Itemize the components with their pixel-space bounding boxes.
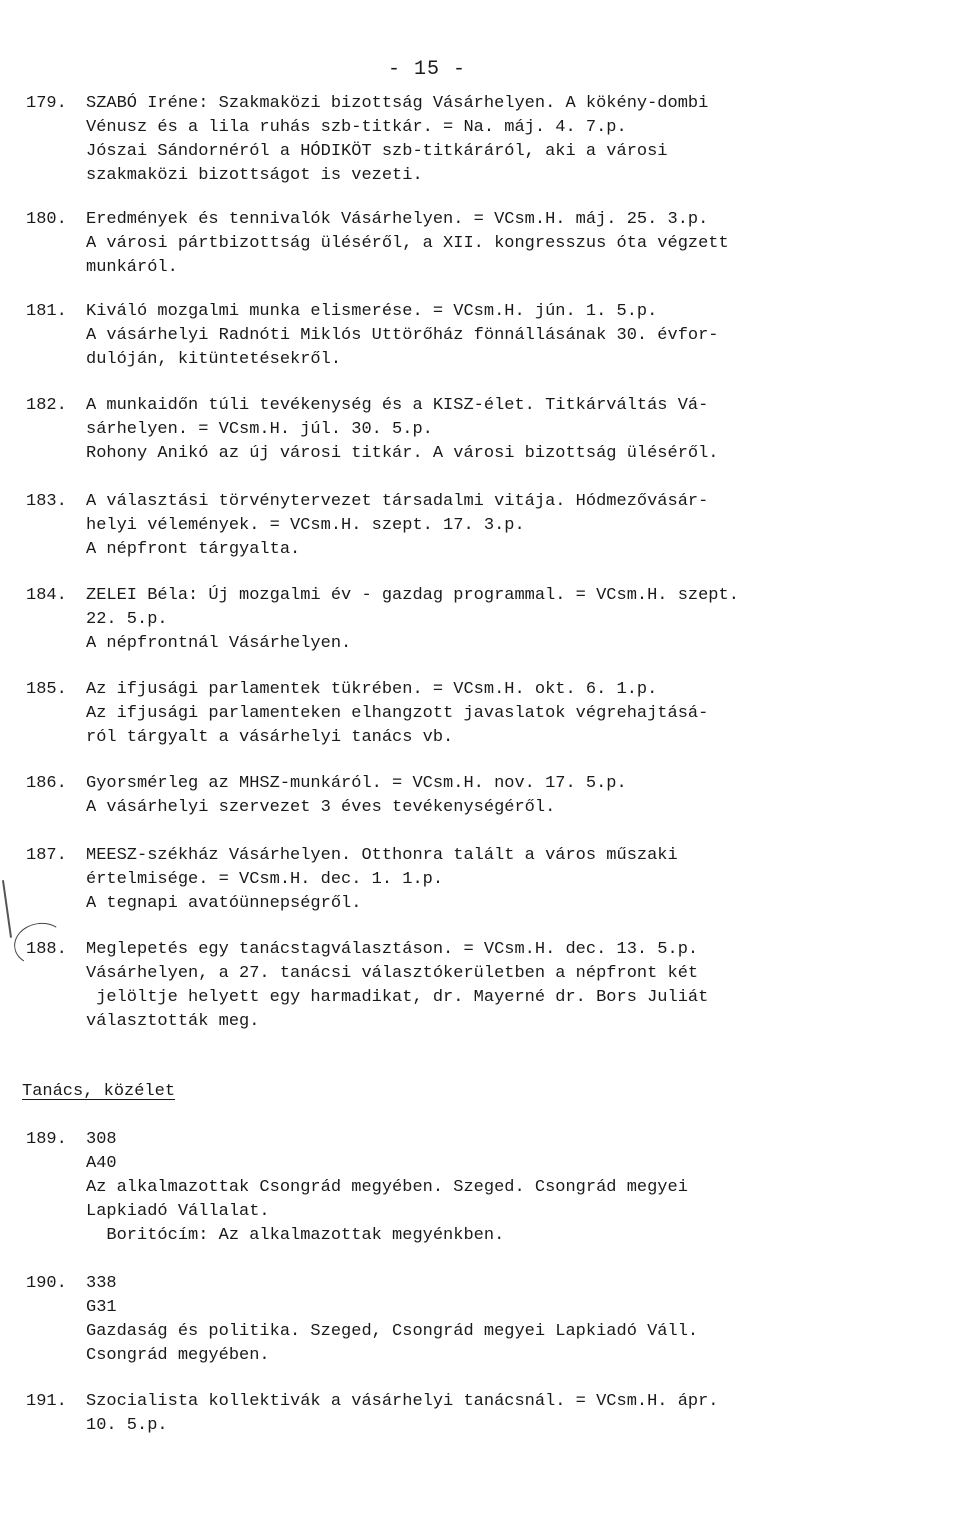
entry-line: 22. 5.p.: [86, 610, 168, 629]
entry-number: 191.: [26, 1392, 67, 1411]
entry-line: Eredmények és tennivalók Vásárhelyen. = VCsm.H. máj. 25. 3.p.: [86, 210, 709, 229]
entry-line: Vénusz és a lila ruhás szb-titkár. = Na. máj. 4. 7.p.: [86, 118, 627, 137]
entry-line: Kiváló mozgalmi munka elismerése. = VCsm.H. jún. 1. 5.p.: [86, 302, 658, 321]
entry-line: Lapkiadó Vállalat.: [86, 1202, 270, 1221]
entry-line: Rohony Anikó az új városi titkár. A városi bizottság üléséről.: [86, 444, 719, 463]
entry-line: A vásárhelyi Radnóti Miklós Uttörőház fönnállásának 30. évfor-: [86, 326, 719, 345]
entry-number: 182.: [26, 396, 67, 415]
section-heading: Tanács, közélet: [22, 1082, 176, 1101]
entry-line: Az alkalmazottak Csongrád megyében. Szeged. Csongrád megyei: [86, 1178, 688, 1197]
entry-number: 186.: [26, 774, 67, 793]
entry-line: 338: [86, 1274, 117, 1293]
entry-line: A tegnapi avatóünnepségről.: [86, 894, 362, 913]
entry-line: munkáról.: [86, 258, 178, 277]
entry-line: 10. 5.p.: [86, 1416, 168, 1435]
entry-number: 188.: [26, 940, 67, 959]
entry-line: Vásárhelyen, a 27. tanácsi választókerületben a népfront két: [86, 964, 699, 983]
entry-line: ról tárgyalt a vásárhelyi tanács vb.: [86, 728, 454, 747]
entry-line: Boritócím: Az alkalmazottak megyénkben.: [86, 1226, 505, 1245]
entry-line: dulóján, kitüntetésekről.: [86, 350, 342, 369]
entry-line: A vásárhelyi szervezet 3 éves tevékenységéről.: [86, 798, 556, 817]
entry-line: A választási törvénytervezet társadalmi vitája. Hódmezővásár-: [86, 492, 709, 511]
entry-line: G31: [86, 1298, 117, 1317]
entry-line: választották meg.: [86, 1012, 260, 1031]
entry-line: 308: [86, 1130, 117, 1149]
entry-line: Meglepetés egy tanácstagválasztáson. = VCsm.H. dec. 13. 5.p.: [86, 940, 699, 959]
entry-line: Az ifjusági parlamenteken elhangzott javaslatok végrehajtásá-: [86, 704, 709, 723]
entry-line: szakmaközi bizottságot is vezeti.: [86, 166, 423, 185]
entry-number: 179.: [26, 94, 67, 113]
entry-number: 183.: [26, 492, 67, 511]
entry-line: jelöltje helyett egy harmadikat, dr. Mayerné dr. Bors Juliát: [86, 988, 709, 1007]
entry-line: sárhelyen. = VCsm.H. júl. 30. 5.p.: [86, 420, 433, 439]
entry-line: A népfront tárgyalta.: [86, 540, 301, 559]
entry-line: MEESZ-székház Vásárhelyen. Otthonra talált a város műszaki: [86, 846, 678, 865]
entry-line: A népfrontnál Vásárhelyen.: [86, 634, 352, 653]
entry-line: Gazdaság és politika. Szeged, Csongrád megyei Lapkiadó Váll.: [86, 1322, 699, 1341]
entry-number: 184.: [26, 586, 67, 605]
margin-pencil-mark: [2, 880, 12, 938]
entry-number: 180.: [26, 210, 67, 229]
page-number: - 15 -: [388, 58, 467, 81]
entry-line: Az ifjusági parlamentek tükrében. = VCsm.H. okt. 6. 1.p.: [86, 680, 658, 699]
entry-line: A munkaidőn túli tevékenység és a KISZ-élet. Titkárváltás Vá-: [86, 396, 709, 415]
entry-line: SZABÓ Iréne: Szakmaközi bizottság Vásárhelyen. A kökény-dombi: [86, 94, 709, 113]
entry-line: Szocialista kollektivák a vásárhelyi tanácsnál. = VCsm.H. ápr.: [86, 1392, 719, 1411]
entry-number: 181.: [26, 302, 67, 321]
entry-line: helyi vélemények. = VCsm.H. szept. 17. 3.p.: [86, 516, 525, 535]
entry-line: Gyorsmérleg az MHSZ-munkáról. = VCsm.H. nov. 17. 5.p.: [86, 774, 627, 793]
entry-line: A40: [86, 1154, 117, 1173]
entry-line: A városi pártbizottság üléséről, a XII. kongresszus óta végzett: [86, 234, 729, 253]
entry-number: 187.: [26, 846, 67, 865]
entry-number: 190.: [26, 1274, 67, 1293]
entry-number: 185.: [26, 680, 67, 699]
entry-line: Jószai Sándornéról a HÓDIKÖT szb-titkáráról, aki a városi: [86, 142, 668, 161]
entry-line: ZELEI Béla: Új mozgalmi év - gazdag programmal. = VCsm.H. szept.: [86, 586, 739, 605]
entry-number: 189.: [26, 1130, 67, 1149]
entry-line: értelmisége. = VCsm.H. dec. 1. 1.p.: [86, 870, 444, 889]
entry-line: Csongrád megyében.: [86, 1346, 270, 1365]
